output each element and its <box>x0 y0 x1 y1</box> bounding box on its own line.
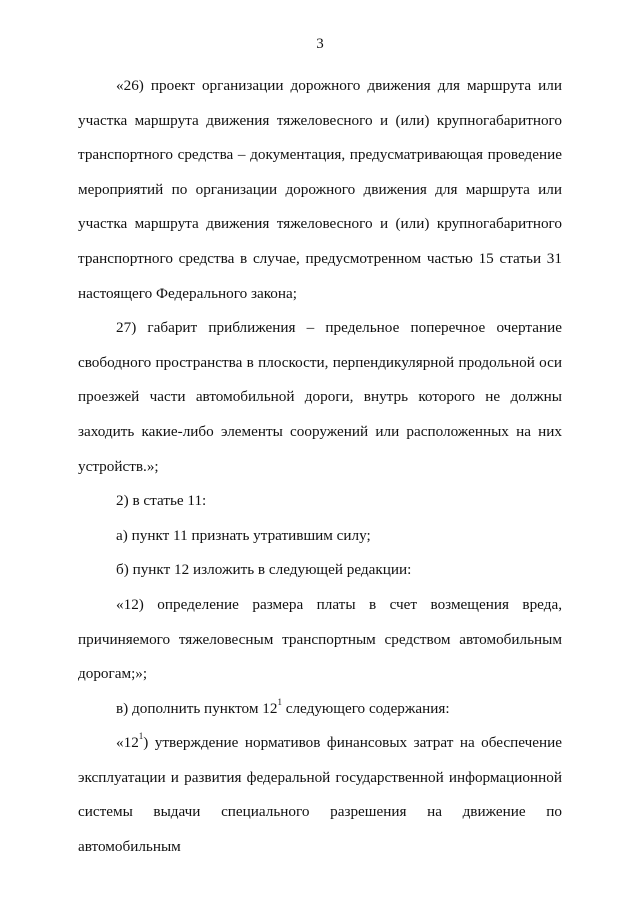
page-number: 3 <box>316 36 324 52</box>
paragraph-26: «26) проект организации дорожного движения для маршрута или участка маршрута движения тяжеловесного и (или) крупногабаритного транспортного средства – документация, предусматривающая проведение мероприятий по организации дорожного движения для маршрута или участка маршрута движения тяжеловесного и (или) крупногабаритного транспортного средства в случае, предусмотренном частью 15 статьи 31 настоящего Федерального закона; <box>78 77 562 302</box>
paragraph-v-superscript: 1 <box>277 696 282 707</box>
paragraph-12-1-superscript: 1 <box>138 731 144 742</box>
paragraph-a: а) пункт 11 признать утратившим силу; <box>116 526 371 544</box>
paragraph-v-text: в) дополнить пунктом 12 <box>116 699 278 717</box>
paragraph-12-1-number: «12 <box>116 734 139 752</box>
paragraph-b: б) пункт 12 изложить в следующей редакции: <box>116 561 412 579</box>
paragraph-27: 27) габарит приближения – предельное поперечное очертание свободного пространства в плоскости, перпендикулярной продольной оси проезжей части автомобильной дороги, внутрь которого не должны заходить какие-либо элементы сооружений или расположенных на них устройств.»; <box>78 319 562 475</box>
document-body <box>78 69 562 865</box>
paragraph-12-1 <box>78 726 562 864</box>
paragraph-v-text-end: следующего содержания: <box>281 699 450 717</box>
paragraph-12: «12) определение размера платы в счет возмещения вреда, причиняемого тяжеловесным транспортным средством автомобильным дорогам;»; <box>78 595 562 683</box>
paragraph-article-11: 2) в статье 11: <box>116 492 207 510</box>
paragraph-v <box>78 692 562 727</box>
paragraph-12-1-text: ) утверждение нормативов финансовых затрат на обеспечение эксплуатации и развития федеральной государственной информационной системы выдачи специального разрешения на движение по автомобильным <box>78 734 562 856</box>
